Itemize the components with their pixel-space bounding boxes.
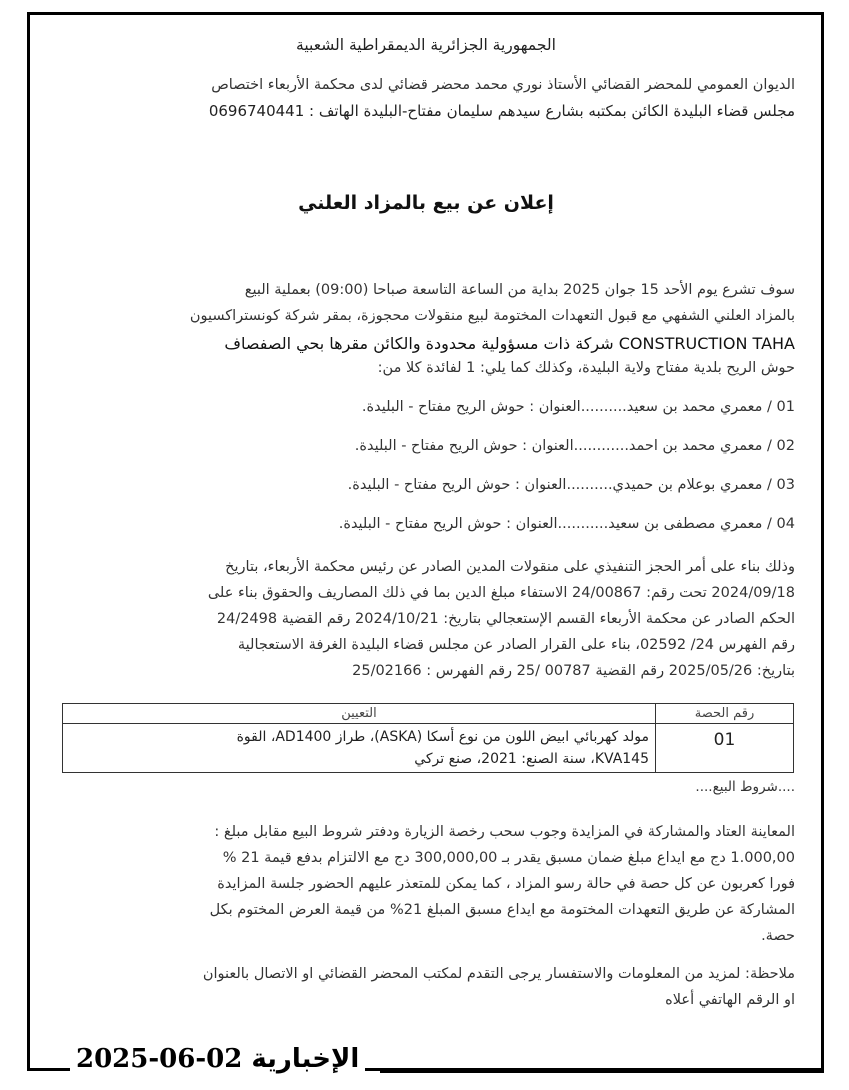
- note-line-2: او الرقم الهاتفي أعلاه: [665, 992, 795, 1008]
- note-line-1: ملاحظة: لمزيد من المعلومات والاستفسار يرجى التقدم لمكتب المحضر القضائي او الاتصال بالعنوان: [202, 966, 795, 982]
- notice-title: إعلان عن بيع بالمزاد العلني: [298, 192, 554, 214]
- condition-line-5: حصة.: [761, 928, 795, 944]
- party-4: 04 / معمري مصطفى بن سعيد...........العنوان : حوش الريح مفتاح - البليدة.: [338, 516, 795, 532]
- header-lot-number: رقم الحصة: [656, 704, 794, 724]
- lot-description: [63, 724, 656, 773]
- lot-number: 01: [656, 724, 794, 773]
- party-2: 02 / معمري محمد بن احمد............العنوان : حوش الريح مفتاح - البليدة.: [354, 438, 795, 454]
- office-line-2: مجلس قضاء البليدة الكائن بمكتبه بشارع سيدهم سليمان مفتاح-البليدة الهاتف : 0696740441: [208, 102, 795, 120]
- condition-line-1: المعاينة العتاد والمشاركة في المزايدة وجوب سحب رخصة الزيارة ودفتر شروط البيع مقابل مبلغ :: [214, 824, 795, 840]
- legal-line-4: رقم الفهرس 24/ 02592، بناء على القرار الصادر عن مجلس قضاء البليدة الغرفة الاستعجالية: [237, 637, 795, 653]
- lot-description-line-2: KVA145، سنة الصنع: 2021، صنع تركي: [414, 751, 649, 767]
- items-table: [62, 703, 794, 773]
- publication-name: الإخبارية: [251, 1044, 360, 1074]
- publication-date: 2025-06-02: [76, 1044, 243, 1074]
- condition-line-4: المشاركة عن طريق التعهدات المختومة مع ايداع مسبق المبلغ 21% من قيمة العرض المختوم بكل: [209, 902, 795, 918]
- condition-line-3: فورا كعربون عن كل حصة في حالة رسو المزاد ، كما يمكن للمتعذر عليهم الحضور جلسة المزايدة: [217, 876, 795, 892]
- footer-rule: [380, 1070, 824, 1073]
- intro-line-4: حوش الريح بلدية مفتاح ولاية البليدة، وكذلك كما يلي: 1 لفائدة كلا من:: [377, 360, 795, 376]
- party-3: 03 / معمري بوعلام بن حميدي..........العنوان : حوش الريح مفتاح - البليدة.: [347, 477, 795, 493]
- legal-line-3: الحكم الصادر عن محكمة الأربعاء القسم الإستعجالي بتاريخ: 2024/10/21 رقم القضية 24/2498: [216, 611, 795, 627]
- publication-stamp: [70, 1044, 365, 1074]
- header-description: التعيين: [63, 704, 656, 724]
- conditions-heading: ....شروط البيع....: [695, 779, 795, 795]
- items-table-header: [63, 704, 794, 724]
- intro-line-2: بالمزاد العلني الشفهي مع قبول التعهدات المختومة لبيع منقولات محجوزة، بمقر شركة كونستراكسيون: [189, 308, 795, 324]
- legal-line-5: بتاريخ: 2025/05/26 رقم القضية 00787 /25 رقم الفهرس : 25/02166: [352, 663, 795, 679]
- lot-description-line-1: مولد كهربائي ابيض اللون من نوع أسكا (ASKA)، طراز AD1400، القوة: [236, 729, 649, 745]
- legal-line-1: وذلك بناء على أمر الحجز التنفيذي على منقولات المدين الصادر عن رئيس محكمة الأربعاء، بتاريخ: [225, 559, 795, 575]
- republic-header: الجمهورية الجزائرية الديمقراطية الشعبية: [296, 36, 556, 54]
- table-row: [63, 724, 794, 773]
- intro-line-3: CONSTRUCTION TAHA شركة ذات مسؤولية محدودة والكائن مقرها بحي الصفصاف: [224, 334, 795, 353]
- legal-line-2: 2024/09/18 تحت رقم: 24/00867 الاستفاء مبلغ الدين بما في ذلك المصاريف والحقوق بناء على: [207, 585, 795, 601]
- condition-line-2: 1.000,00 دج مع ايداع مبلغ ضمان مسبق يقدر بـ 300,000,00 دج مع الالتزام بدفع قيمة 21 %: [222, 850, 795, 866]
- party-1: 01 / معمري محمد بن سعيد..........العنوان : حوش الريح مفتاح - البليدة.: [361, 399, 795, 415]
- office-line-1: الديوان العمومي للمحضر القضائي الأستاذ نوري محمد محضر قضائي لدى محكمة الأربعاء اختصاص: [211, 77, 795, 93]
- intro-line-1: سوف تشرع يوم الأحد 15 جوان 2025 بداية من الساعة التاسعة صباحا (09:00) بعملية البيع: [244, 282, 795, 298]
- publication-footer: [0, 1040, 849, 1080]
